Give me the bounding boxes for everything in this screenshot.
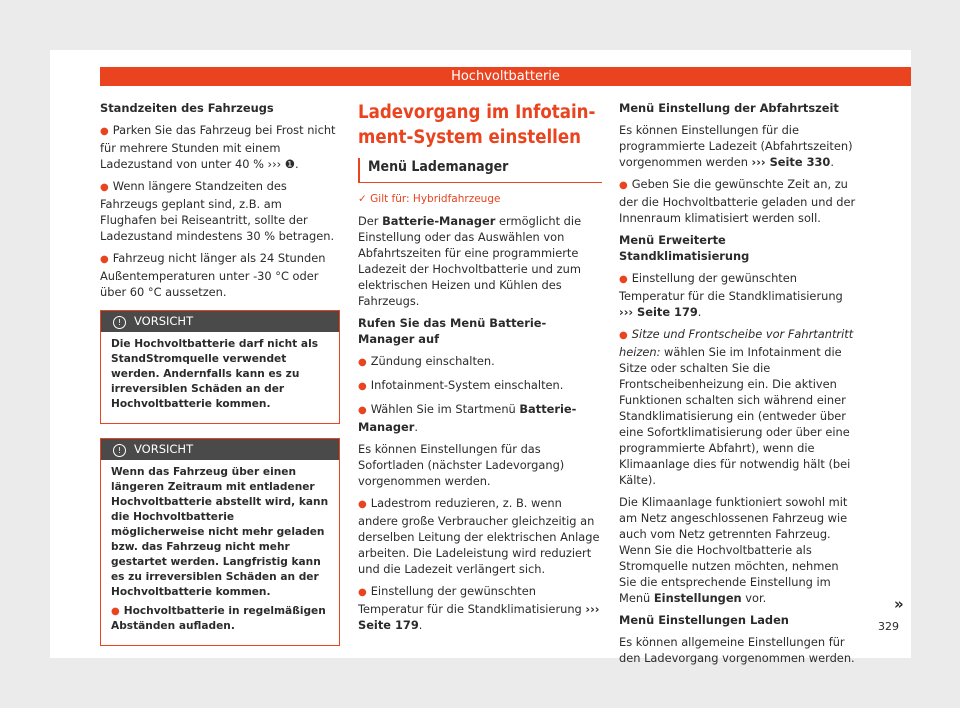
list-item: ● Infotainment-System einschalten. [358,378,564,392]
list-item: ● Wenn längere Standzeiten des Fahrzeugs geplant sind, z.B. am Flughafen bei Reiseantritt, sollte der Ladezustand mindestens 30 % betragen. [100,179,335,243]
column-3 [619,100,859,672]
caution-body: Wenn das Fahrzeug über einen längeren Zeitraum mit entladener Hochvoltbatterie abstellt wird, kann die Hochvoltbatterie möglicherweise nicht mehr geladen bzw. das Fahrzeug nicht mehr gestartet werden. Langfristig kann es zu irreversiblen Schäden an der Hochvoltbatterie kommen. ● Hochvoltbatterie in regelmäßigen Abständen aufladen. [111,466,329,632]
list-item: ● Einstellung der gewünschten Temperatur für die Standklimatisierung ››› Seite 179. [619,271,843,319]
paragraph-heading: Menü Einstellung der Abfahrtszeit [619,101,839,115]
paragraph: Die Klimaanlage funktioniert sowohl mit am Netz angeschlossenen Fahrzeug wie auch vom Netz getrennten Fahrzeug. Wenn Sie die Hochvoltbatterie als Stromquelle nutzen möchten, nehmen Sie die entsprechende Einstellung im Menü Einstellungen vor. [619,495,848,605]
paragraph-heading: Menü Erweiterte Standklimatisierung [619,233,750,263]
bullet-icon: ● [100,126,109,137]
list-item: ● Zündung einschalten. [358,354,495,368]
paragraph: Es können Einstellungen für das Sofortladen (nächster Ladevorgang) vorgenommen werden. [358,442,565,488]
bullet-icon: ● [358,587,367,598]
list-item: ● Einstellung der gewünschten Temperatur für die Standklimatisierung ››› Seite 179. [358,584,600,632]
list-item: ● Ladestrom reduzieren, z. B. wenn andere große Verbraucher gleichzeitig an derselben Leitung der elektrischen Anlage arbeiten. Die Ladeleistung wird reduziert und die Ladezeit verlängert sich. [358,496,600,576]
paragraph-heading: Rufen Sie das Menü Batterie-Manager auf [358,316,547,346]
list-item: ● Hochvoltbatterie in regelmäßigen Abständen aufladen. [111,605,326,632]
continue-arrow-icon: » [894,595,904,613]
caution-header: ! VORSICHT [101,311,339,332]
column-2 [358,100,602,639]
list-item: ● Geben Sie die gewünschte Zeit an, zu der die Hochvoltbatterie geladen und der Innenraum klimatisiert werden soll. [619,177,856,225]
caution-header: ! VORSICHT [101,439,339,460]
bullet-icon: ● [358,499,367,510]
caution-box [100,310,340,424]
warning-icon: ! [113,444,126,457]
bullet-icon: ● [100,182,109,193]
applicability-note: ✓ Gilt für: Hybridfahrzeuge [358,193,501,205]
column-1 [100,100,340,660]
bullet-icon: ● [358,405,367,416]
bullet-icon: ● [358,357,367,368]
paragraph: Es können allgemeine Einstellungen für den Ladevorgang vorgenommen werden. [619,635,855,665]
paragraph-heading: Menü Einstellungen Laden [619,613,789,627]
list-item: ● Parken Sie das Fahrzeug bei Frost nicht für mehrere Stunden mit einem Ladezustand von unter 40 % ››› ❶. [100,123,336,171]
list-item: ● Fahrzeug nicht länger als 24 Stunden Außentemperaturen unter -30 °C oder über 60 °C aussetzen. [100,251,326,299]
list-item: ● Wählen Sie im Startmenü Batterie-Manager. [358,402,577,434]
section-title: Ladevorgang im Infotainment-System einstellen [358,102,596,148]
list-item: ● Sitze und Frontscheibe vor Fahrtantritt heizen: wählen Sie im Infotainment die Sitze oder schalten Sie die Frontscheibenheizung ein. Die aktiven Funktionen schalten sich während einer Standklimatisierung ein (entweder über eine Sofortklimatisierung oder über eine programmierte Abfahrt), wenn die Klimaanlage dies für notwendig hält (bei Kälte). [619,327,854,487]
bullet-icon: ● [100,254,109,265]
bullet-icon: ● [358,381,367,392]
chapter-header: Hochvoltbatterie [100,67,911,86]
caution-body: Die Hochvoltbatterie darf nicht als StandStromquelle verwendet werden. Andernfalls kann es zu irreversiblen Schäden an der Hochvoltbatterie kommen. [111,338,319,410]
page-number: 329 [878,620,899,633]
bullet-icon: ● [619,180,628,191]
caution-box [100,438,340,646]
paragraph: Es können Einstellungen für die programmierte Ladezeit (Abfahrtszeiten) vorgenommen werden ››› Seite 330. [619,123,853,169]
section-heading: Standzeiten des Fahrzeugs [100,101,274,115]
subsection-title: Menü Lademanager [358,158,602,183]
paragraph: Der Batterie-Manager ermöglicht die Einstellung oder das Auswählen von Abfahrtszeiten für eine programmierte Ladezeit der Hochvoltbatterie und zum elektrischen Heizen und Kühlen des Fahrzeugs. [358,214,582,308]
document-page [50,50,911,665]
bullet-icon: ● [619,330,628,341]
bullet-icon: ● [111,606,120,617]
warning-icon: ! [113,316,126,329]
bullet-icon: ● [619,274,628,285]
